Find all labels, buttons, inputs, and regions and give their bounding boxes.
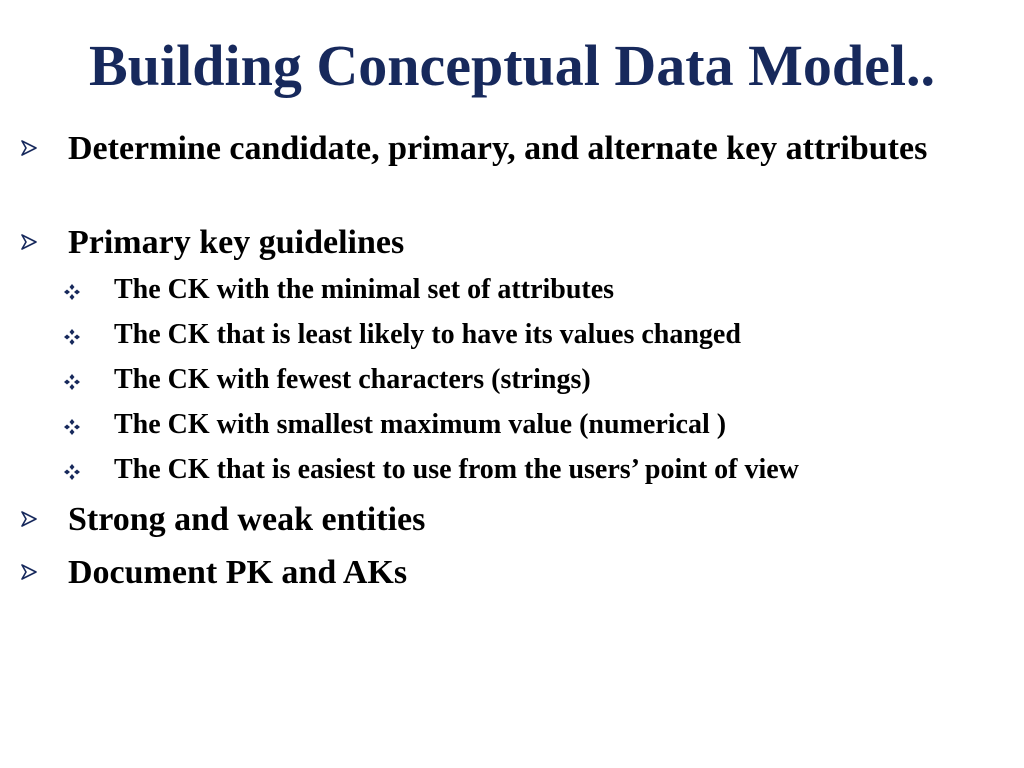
arrowhead-bullet-icon: [20, 140, 38, 156]
bullet-text: Document PK and AKs: [68, 554, 408, 591]
four-diamond-bullet-icon: [64, 464, 80, 480]
four-diamond-bullet-icon: [64, 284, 80, 300]
four-diamond-bullet-icon: [64, 419, 80, 435]
sub-bullet-item: [64, 453, 964, 487]
four-diamond-bullet-icon: [64, 374, 80, 390]
bullet-text: Strong and weak entities: [68, 501, 426, 538]
sub-bullet-text: The CK that is easiest to use from the users’ point of view: [114, 454, 799, 485]
sub-bullet-item: [64, 408, 964, 442]
sub-bullet-text: The CK with fewest characters (strings): [114, 364, 591, 395]
sub-bullet-text: The CK with the minimal set of attributes: [114, 274, 615, 305]
bullet-text: Determine candidate, primary, and alternate key attributes: [68, 130, 928, 167]
sub-bullet-item: [64, 363, 964, 397]
arrowhead-bullet-icon: [20, 234, 38, 250]
four-diamond-bullet-icon: [64, 329, 80, 345]
bullet-item: [20, 552, 1008, 594]
arrowhead-bullet-icon: [20, 511, 38, 527]
sub-bullet-item: [64, 318, 964, 352]
sub-bullet-item: [64, 273, 964, 307]
sub-bullet-text: The CK that is least likely to have its values changed: [114, 319, 741, 350]
arrowhead-bullet-icon: [20, 564, 38, 580]
bullet-item: [20, 222, 1008, 264]
bullet-item: [20, 499, 1008, 541]
bullet-text: Primary key guidelines: [68, 224, 405, 261]
bullet-item: [20, 128, 1008, 212]
slide-title: Building Conceptual Data Model..: [89, 33, 935, 98]
sub-bullet-text: The CK with smallest maximum value (numerical ): [114, 409, 727, 440]
